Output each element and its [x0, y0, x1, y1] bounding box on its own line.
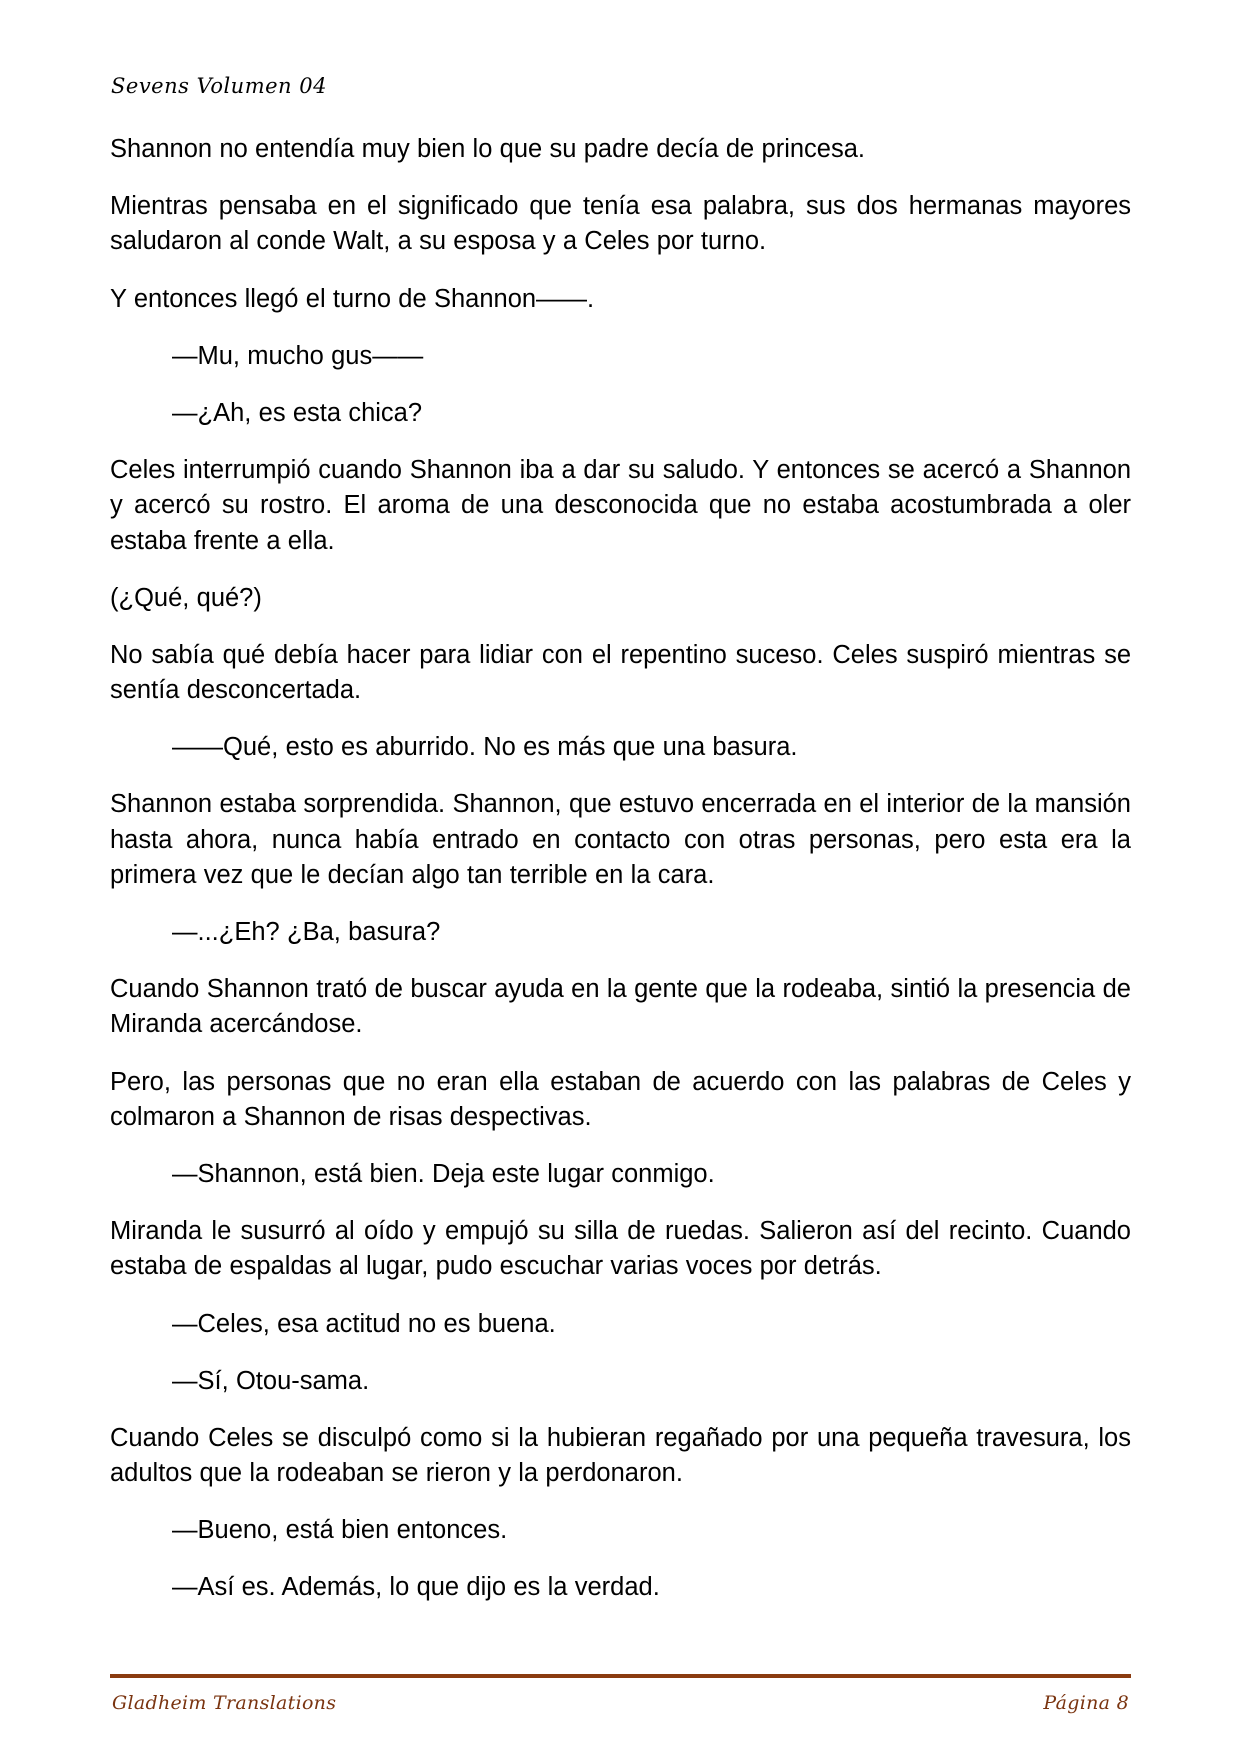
footer-page-number: Página 8 [1043, 1692, 1129, 1714]
paragraph: Shannon estaba sorprendida. Shannon, que estuvo encerrada en el interior de la mansión hasta ahora, nunca había entrado en contacto con otras personas, pero esta era la primera vez que le decían algo tan terrible en la cara. [110, 790, 1131, 889]
dialogue-line: —Shannon, está bien. Deja este lugar conmigo. [172, 1159, 715, 1188]
dialogue-line: —Así es. Además, lo que dijo es la verdad. [172, 1573, 660, 1602]
paragraph: Cuando Celes se disculpó como si la hubieran regañado por una pequeña travesura, los adultos que la rodeaban se rieron y la perdonaron. [110, 1423, 1131, 1488]
dialogue-line: ——Qué, esto es aburrido. No es más que una basura. [172, 733, 798, 762]
footer-divider [110, 1674, 1131, 1678]
page-header-title: Sevens Volumen 04 [111, 74, 327, 98]
document-body [110, 132, 1131, 1674]
dialogue-line: —...¿Eh? ¿Ba, basura? [172, 918, 441, 946]
paragraph: (¿Qué, qué?) [110, 583, 262, 612]
page-footer [110, 1674, 1131, 1714]
paragraph: Cuando Shannon trató de buscar ayuda en la gente que la rodeaba, sintió la presencia de Miranda acercándose. [110, 975, 1131, 1039]
dialogue-line: —Bueno, está bien entonces. [172, 1516, 508, 1545]
paragraph: Miranda le susurró al oído y empujó su silla de ruedas. Salieron así del recinto. Cuando estaba de espaldas al lugar, pudo escuchar varias voces por detrás. [110, 1217, 1131, 1281]
paragraph: Y entonces llegó el turno de Shannon——. [110, 284, 595, 313]
paragraph: Pero, las personas que no eran ella estaban de acuerdo con las palabras de Celes y colmaron a Shannon de risas despectivas. [110, 1067, 1131, 1131]
dialogue-line: —¿Ah, es esta chica? [172, 398, 423, 427]
paragraph: No sabía qué debía hacer para lidiar con el repentino suceso. Celes suspiró mientras se sentía desconcertada. [110, 640, 1131, 705]
paragraph: Mientras pensaba en el significado que tenía esa palabra, sus dos hermanas mayores saludaron al conde Walt, a su esposa y a Celes por turno. [110, 192, 1131, 256]
paragraph: Shannon no entendía muy bien lo que su padre decía de princesa. [110, 135, 865, 163]
dialogue-line: —Mu, mucho gus—— [172, 341, 424, 370]
paragraph: Celes interrumpió cuando Shannon iba a dar su saludo. Y entonces se acercó a Shannon y acercó su rostro. El aroma de una desconocida que no estaba acostumbrada a oler estaba frente a ella. [110, 456, 1131, 555]
dialogue-line: —Sí, Otou-sama. [172, 1366, 370, 1395]
dialogue-line: —Celes, esa actitud no es buena. [172, 1309, 556, 1338]
footer-translator-credit: Gladheim Translations [112, 1692, 337, 1714]
